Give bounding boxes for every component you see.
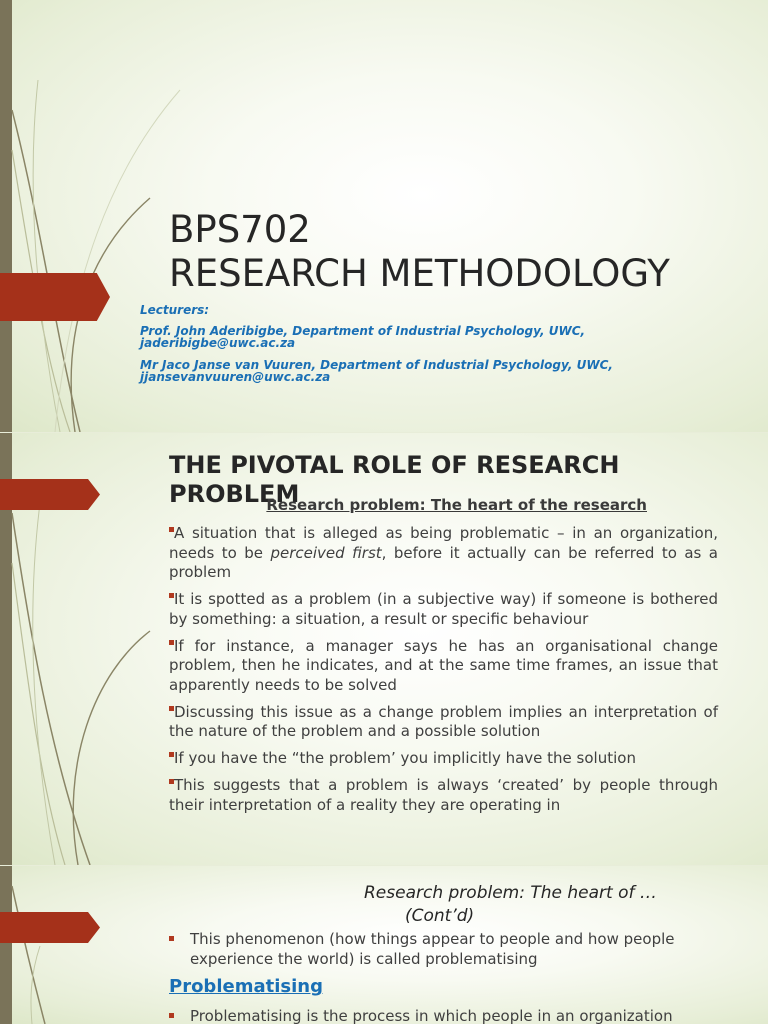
slide-title — [0, 0, 768, 432]
bullet-item: This phenomenon (how things appear to people and how people experience the world) is called problematising — [169, 929, 718, 969]
title-line-1: BPS702 — [169, 208, 311, 251]
lecturer-1-email[interactable]: jaderibigbe@uwc.ac.za — [140, 336, 296, 350]
bullet-item: Problematising is the process in which people in an organization — [169, 1006, 718, 1024]
lecturer-2-line-1: Mr Jaco Janse van Vuuren, Department of Industrial Psychology, UWC, — [140, 358, 613, 372]
slide-heading-line-1: Research problem: The heart of … — [364, 883, 657, 903]
bullet-item: If you have the “the problem’ you implicitly have the solution — [169, 749, 718, 769]
lecturers-label: Lecturers: — [140, 303, 210, 317]
bullet-item: Discussing this issue as a change problem implies an interpretation of the nature of the problem and a possible solution — [169, 702, 718, 740]
lecturer-1 — [140, 325, 585, 349]
bullet-item: A situation that is alleged as being problematic – in an organization, needs to be perceived first, before it actually can be referred to as a problem — [169, 524, 718, 581]
problematising-link[interactable]: Problematising — [169, 976, 323, 997]
slide-heading-line-2: (Cont’d) — [405, 906, 475, 926]
bullet-item: This suggests that a problem is always ‘created’ by people through their interpretation of a reality they are operating in — [169, 776, 718, 814]
slide-pivotal-role — [0, 433, 768, 865]
slide-research-problem-contd — [0, 866, 768, 1024]
bullet-item: If for instance, a manager says he has an organisational change problem, then he indicates, and at the same time frames, an issue that apparently needs to be solved — [169, 636, 718, 694]
slide-heading: THE PIVOTAL ROLE OF RESEARCH PROBLEM — [169, 451, 620, 508]
lecturer-2 — [140, 359, 613, 383]
bullet-item: It is spotted as a problem (in a subjective way) if someone is bothered by something: a situation, a result or specific behaviour — [169, 590, 718, 628]
accent-tab — [0, 912, 100, 943]
slide-title-heading — [169, 208, 670, 296]
bullet-list — [169, 524, 718, 823]
accent-tab — [0, 479, 100, 510]
accent-tab — [0, 273, 110, 321]
bullet-square-icon — [169, 1013, 174, 1018]
title-line-2: RESEARCH METHODOLOGY — [169, 252, 670, 295]
slide-subheading: Research problem: The heart of the research — [266, 496, 647, 514]
lecturer-2-email[interactable]: jjansevanvuuren@uwc.ac.za — [140, 370, 331, 384]
bullet-square-icon — [169, 936, 174, 941]
lecturer-1-line-1: Prof. John Aderibigbe, Department of Industrial Psychology, UWC, — [140, 324, 586, 338]
